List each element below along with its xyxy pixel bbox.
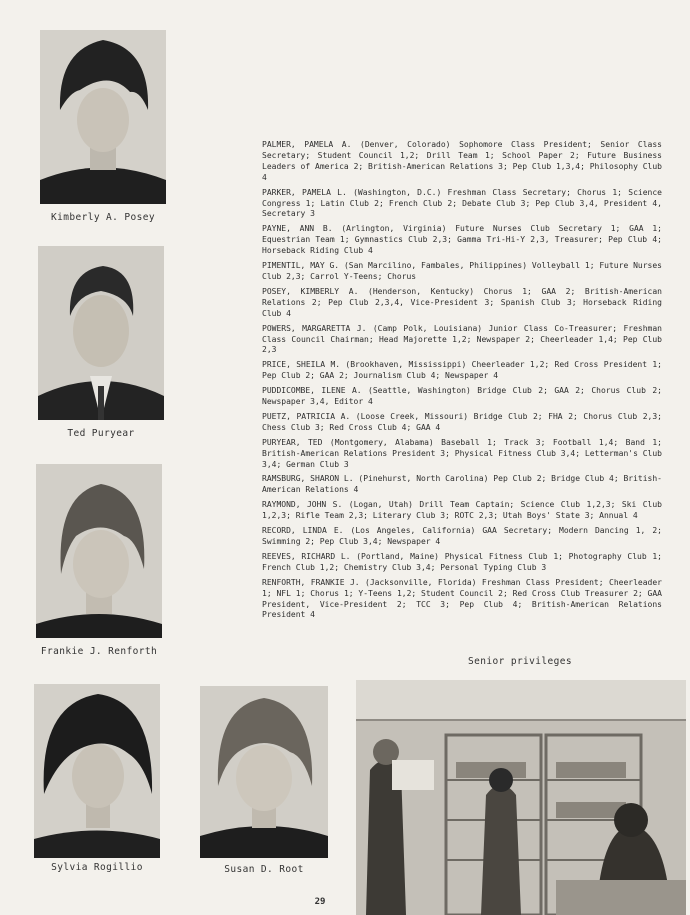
portrait-photo-root <box>200 686 328 858</box>
portrait-image <box>200 686 328 858</box>
entry: PARKER, PAMELA L. (Washington, D.C.) Freshman Class Secretary; Chorus 1; Science Congress 1; Latin Club 2; French Club 2; Debate Club 3; Pep Club 3,4, President 4, Secretary 3 <box>262 187 662 219</box>
entry: PRICE, SHEILA M. (Brookhaven, Mississippi) Cheerleader 1,2; Red Cross President 1; Pep Club 2; GAA 2; Journalism Club 4; Newspaper 4 <box>262 360 662 381</box>
portrait-photo-renforth <box>36 464 162 638</box>
portrait-photo-posey <box>40 30 166 204</box>
privileges-caption: Senior privileges <box>467 656 573 667</box>
entry: PUDDICOMBE, ILENE A. (Seattle, Washington) Bridge Club 2; GAA 2; Chorus Club 2; Newspaper 3,4, Editor 4 <box>262 386 662 407</box>
entry: RECORD, LINDA E. (Los Angeles, California) GAA Secretary; Modern Dancing 1, 2; Swimming 2; Pep Club 3,4; Newspaper 4 <box>262 526 662 546</box>
portrait-caption: Sylvia Rogillio <box>51 862 143 873</box>
entry: PALMER, PAMELA A. (Denver, Colorado) Sophomore Class President; Senior Class Secretary; Student Council 1,2; Drill Team 1; School Paper 2; Future Business Leaders of America 2; British-American Relations 3; Pep Club 1,3,4; Philosophy Club 4 <box>262 140 662 182</box>
entry: RAMSBURG, SHARON L. (Pinehurst, North Carolina) Pep Club 2; Bridge Club 4; British-American Relations 4 <box>262 474 662 495</box>
portrait-caption: Ted Puryear <box>67 428 135 439</box>
page-number: 29 <box>314 897 326 907</box>
entry: POSEY, KIMBERLY A. (Henderson, Kentucky) Chorus 1; GAA 2; British-American Relations 2; Pep Club 2,3,4, Vice-President 3; Spanish Club 3; Horseback Riding Club 4 <box>262 286 662 318</box>
room-image <box>356 680 686 915</box>
entry: REEVES, RICHARD L. (Portland, Maine) Physical Fitness Club 1; Photography Club 1; French Club 1,2; Chemistry Club 3,4; Personal Typing Club 3 <box>262 551 662 572</box>
portrait-caption: Frankie J. Renforth <box>40 646 158 657</box>
senior-privileges-photo <box>356 680 686 915</box>
portrait-image <box>38 246 164 420</box>
entry: PURYEAR, TED (Montgomery, Alabama) Baseball 1; Track 3; Football 1,4; Band 1; British-American Relations President 3; Physical Fitness Club 3,4; Letterman's Club 3,4; German Club 3 <box>262 437 662 469</box>
portrait-photo-rogillio <box>34 684 160 858</box>
entry: RENFORTH, FRANKIE J. (Jacksonville, Florida) Freshman Class President; Cheerleader 1; NFL 1; Chorus 1; Y-Teens 1,2; Student Council 2; Red Cross Club Treasurer 2; GAA President, Vice-President 2; TCC 3; Pep Club 4; British-American Relations President 4 <box>262 577 662 620</box>
senior-entries <box>262 140 662 625</box>
entry: POWERS, MARGARETTA J. (Camp Polk, Louisiana) Junior Class Co-Treasurer; Freshman Class Council Chairman; Head Majorette 1,2; Newspaper 2; Cheerleader 1,4; Pep Club 2,3 <box>262 323 662 355</box>
entry: PAYNE, ANN B. (Arlington, Virginia) Future Nurses Club Secretary 1; GAA 1; Equestrian Team 1; Gymnastics Club 2,3; Gamma Tri-Hi-Y 2,3, Treasurer; Pep Club 4; Horseback Riding Club 4 <box>262 224 662 256</box>
entry: RAYMOND, JOHN S. (Logan, Utah) Drill Team Captain; Science Club 1,2,3; Ski Club 1,2,3; Rifle Team 2,3; Literary Club 3; ROTC 2,3; Utah Boys' State 3; Annual 4 <box>262 500 662 521</box>
entry: PIMENTIL, MAY G. (San Marcilino, Fambales, Philippines) Volleyball 1; Future Nurses Club 2,3; Carrol Y-Teens; Chorus <box>262 261 662 281</box>
portrait-image <box>34 684 160 858</box>
portrait-photo-puryear <box>38 246 164 420</box>
portrait-image <box>40 30 166 204</box>
portrait-image <box>36 464 162 638</box>
entry: PUETZ, PATRICIA A. (Loose Creek, Missouri) Bridge Club 2; FHA 2; Chorus Club 2,3; Chess Club 3; Red Cross Club 4; GAA 4 <box>262 411 662 432</box>
portrait-caption: Susan D. Root <box>224 864 304 875</box>
portrait-caption: Kimberly A. Posey <box>50 212 156 223</box>
